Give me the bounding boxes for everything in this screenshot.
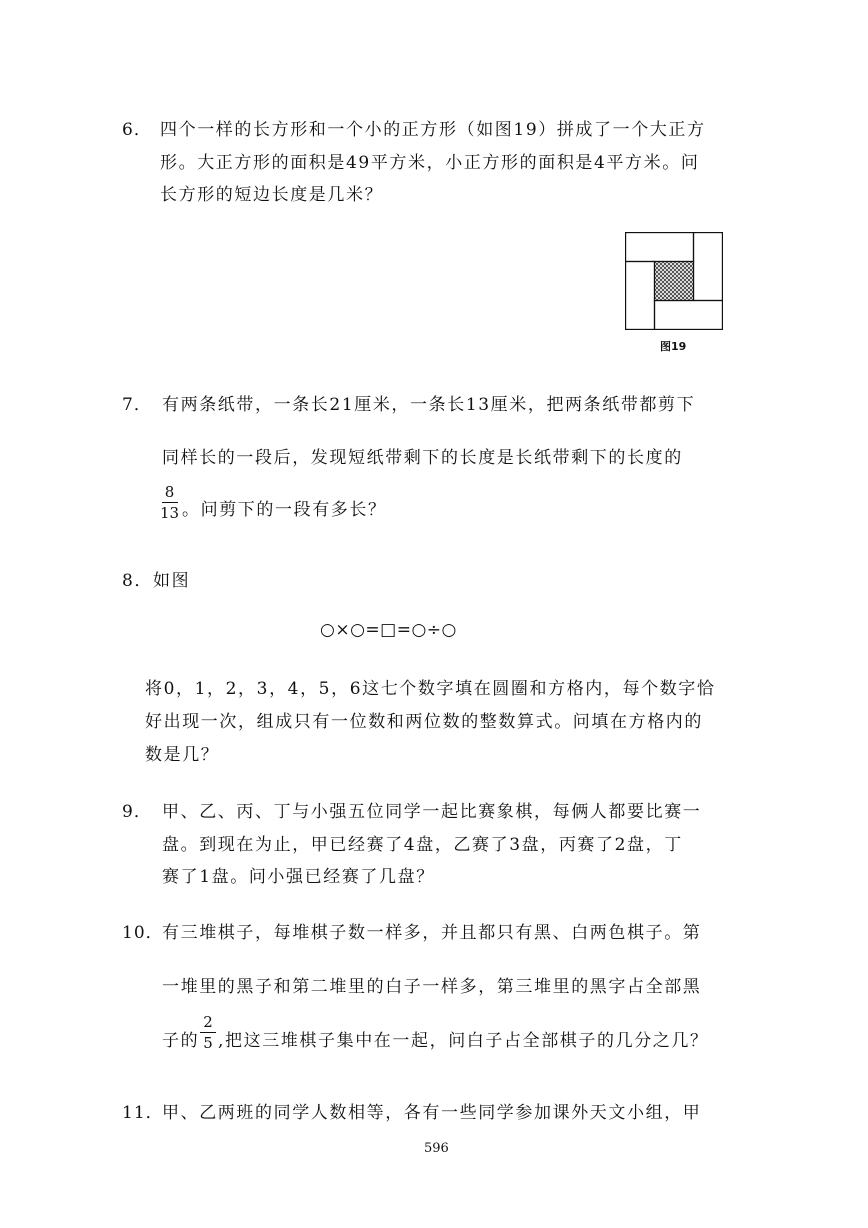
problem-8-line-2: 好出现一次，组成只有一位数和两位数的整数算式。问填在方格内的: [145, 712, 703, 732]
problem-7-fraction: [160, 483, 179, 522]
problem-9-line-3: 赛了1盘。问小强已经赛了几盘？: [162, 867, 435, 887]
problem-10-fraction: [200, 1013, 216, 1052]
problem-10-number: 10．: [122, 923, 164, 943]
problem-7-number: 7．: [122, 395, 152, 415]
problem-7-line-1: 有两条纸带，一条长21厘米，一条长13厘米，把两条纸带都剪下: [162, 395, 696, 415]
problem-9-number: 9．: [122, 802, 152, 822]
figure-19-diagram: [625, 232, 723, 330]
page-number: 596: [424, 1141, 449, 1156]
fraction-denominator: 13: [160, 504, 180, 522]
problem-10-line-1: 有三堆棋子，每堆棋子数一样多，并且都只有黑、白两色棋子。第: [162, 923, 702, 943]
problem-6-line-2: 形。大正方形的面积是49平方米，小正方形的面积是4平方米。问: [160, 153, 700, 173]
small-square-shaded: [655, 262, 694, 301]
problem-10-line-3: ,把这三堆棋子集中在一起，问白子占全部棋子的几分之几？: [218, 1031, 709, 1051]
problem-6-line-3: 长方形的短边长度是几米？: [160, 185, 384, 205]
fraction-numerator: 2: [203, 1013, 213, 1031]
fraction-numerator: 8: [164, 483, 175, 501]
problem-10-line-2: 一堆里的黑子和第二堆里的白子一样多，第三堆里的黑字占全部黑: [162, 977, 702, 997]
problem-8-formula: ○×○=□=○÷○: [320, 620, 457, 640]
fraction-bar: [200, 1032, 216, 1033]
problem-7-line-2: 同样长的一段后，发现短纸带剩下的长度是长纸带剩下的长度的: [162, 448, 683, 468]
figure-19-caption: 图19: [660, 340, 687, 353]
problem-11-number: 11．: [122, 1103, 164, 1123]
problem-8-line-3: 数是几？: [145, 745, 220, 765]
problem-11-line-1: 甲、乙两班的同学人数相等，各有一些同学参加课外天文小组，甲: [162, 1103, 702, 1123]
problem-6-number: 6．: [122, 120, 152, 140]
fraction-denominator: 5: [203, 1034, 213, 1052]
problem-9-line-1: 甲、乙、丙、丁与小强五位同学一起比赛象棋，每俩人都要比赛一: [162, 802, 702, 822]
problem-6-line-1: 四个一样的长方形和一个小的正方形（如图19）拼成了一个大正方: [160, 120, 706, 140]
problem-9-line-2: 盘。到现在为止，甲已经赛了4盘，乙赛了3盘，丙赛了2盘，丁: [162, 835, 683, 855]
problem-10-line-3-prefix: 子的: [162, 1031, 200, 1051]
problem-8-header: 8．如图: [122, 571, 191, 591]
fraction-bar: [162, 502, 178, 503]
problem-7-line-3: 。问剪下的一段有多长？: [182, 500, 387, 520]
problem-8-line-1: 将0，1，2，3，4，5，6这七个数字填在圆圈和方格内，每个数字恰: [145, 679, 716, 699]
